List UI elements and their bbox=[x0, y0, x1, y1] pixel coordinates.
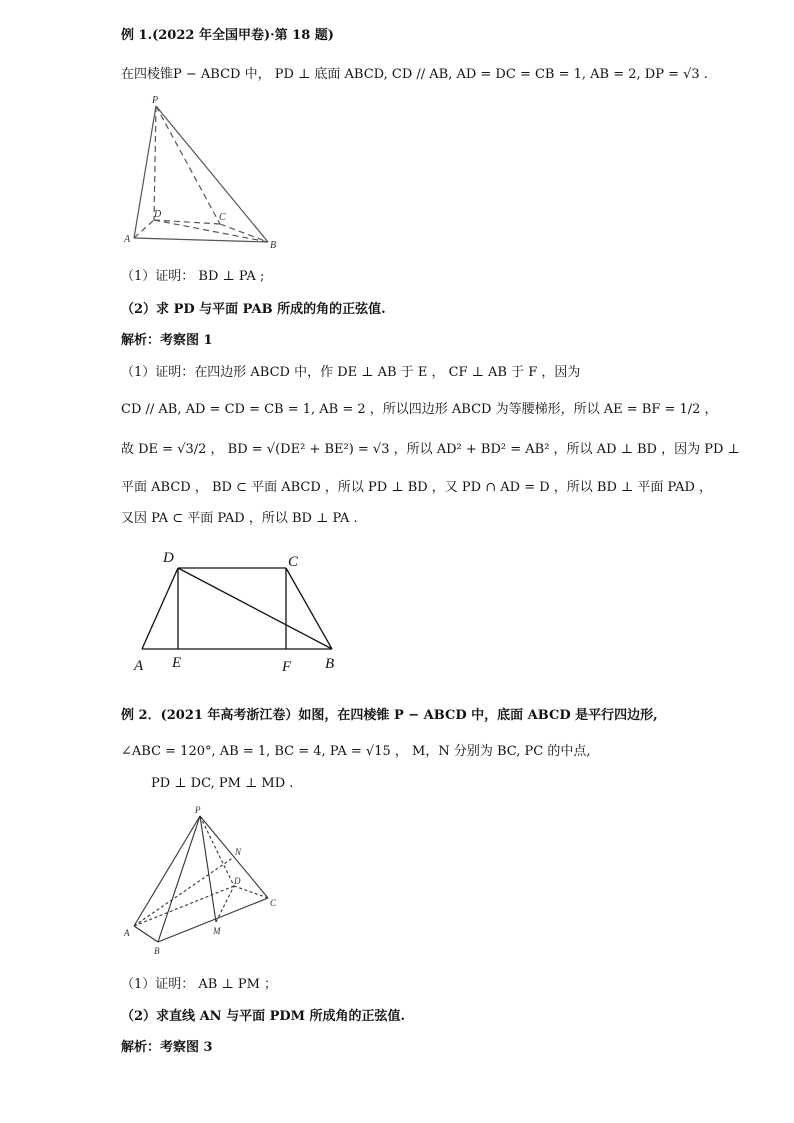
example1-question-1: （1）证明： BD ⊥ PA ; bbox=[121, 269, 265, 284]
example1-header: 例 1.(2022 年全国甲卷)·第 18 题) bbox=[121, 28, 334, 43]
fig3-label-a: A bbox=[124, 928, 130, 938]
fig2-label-b: B bbox=[325, 656, 335, 672]
fig3-label-b: B bbox=[154, 946, 160, 956]
fig3-label-p: P bbox=[195, 805, 201, 815]
fig3-label-m: M bbox=[213, 926, 221, 936]
fig2-label-f: F bbox=[282, 659, 292, 675]
fig2-label-c: C bbox=[288, 554, 299, 570]
example1-solution-line-5: 又因 PA ⊂ 平面 PAD ，所以 BD ⊥ PA . bbox=[121, 511, 358, 526]
figure-2-trapezoid bbox=[128, 546, 348, 676]
example1-solution-line-1: （1）证明：在四边形 ABCD 中，作 DE ⊥ AB 于 E ， CF ⊥ AB 于 F ，因为 bbox=[121, 365, 581, 380]
fig1-label-c: C bbox=[219, 212, 226, 223]
example1-analysis: 解析：考察图 1 bbox=[121, 333, 213, 348]
example2-question-1: （1）证明： AB ⊥ PM ； bbox=[121, 977, 278, 992]
fig2-label-e: E bbox=[172, 655, 182, 671]
figure-1-pyramid bbox=[118, 92, 288, 252]
example1-solution-line-2: CD // AB, AD = CD = CB = 1, AB = 2 ，所以四边形 ABCD 为等腰梯形，所以 AE = BF = 1/2 ， bbox=[121, 402, 718, 417]
example1-question-2: （2）求 PD 与平面 PAB 所成的角的正弦值. bbox=[121, 302, 386, 317]
fig3-label-n: N bbox=[235, 847, 242, 857]
example1-stem: 在四棱锥P − ABCD 中， PD ⊥ 底面 ABCD, CD // AB, AD = DC = CB = 1, AB = 2, DP = √3 . bbox=[121, 67, 708, 82]
fig3-label-c: C bbox=[270, 898, 277, 908]
figure-3-pyramid bbox=[120, 802, 290, 962]
fig1-label-b: B bbox=[270, 240, 277, 251]
example1-solution-line-3: 故 DE = √3/2 ， BD = √(DE² + BE²) = √3 ，所以 AD² + BD² = AB² ，所以 AD ⊥ BD ，因为 PD ⊥ bbox=[121, 442, 740, 457]
example2-question-2: （2）求直线 AN 与平面 PDM 所成角的正弦值. bbox=[121, 1009, 406, 1024]
fig2-label-a: A bbox=[134, 658, 144, 674]
fig1-label-p: P bbox=[152, 95, 159, 106]
example1-solution-line-4: 平面 ABCD ， BD ⊂ 平面 ABCD ，所以 PD ⊥ BD ，又 PD ∩ AD = D ，所以 BD ⊥ 平面 PAD ， bbox=[121, 480, 713, 495]
example2-stem-line-2: ∠ABC = 120°, AB = 1, BC = 4, PA = √15 ， M，N 分别为 BC, PC 的中点, bbox=[121, 744, 591, 759]
fig3-label-d: D bbox=[234, 876, 241, 886]
fig2-label-d: D bbox=[163, 550, 174, 566]
fig1-label-d: D bbox=[154, 209, 162, 220]
example2-stem-line-3: PD ⊥ DC, PM ⊥ MD . bbox=[151, 776, 294, 791]
example2-header: 例 2．(2021 年高考浙江卷）如图，在四棱锥 P − ABCD 中，底面 ABCD 是平行四边形, bbox=[121, 708, 658, 723]
fig1-label-a: A bbox=[124, 234, 131, 245]
example2-analysis: 解析：考察图 3 bbox=[121, 1040, 213, 1055]
